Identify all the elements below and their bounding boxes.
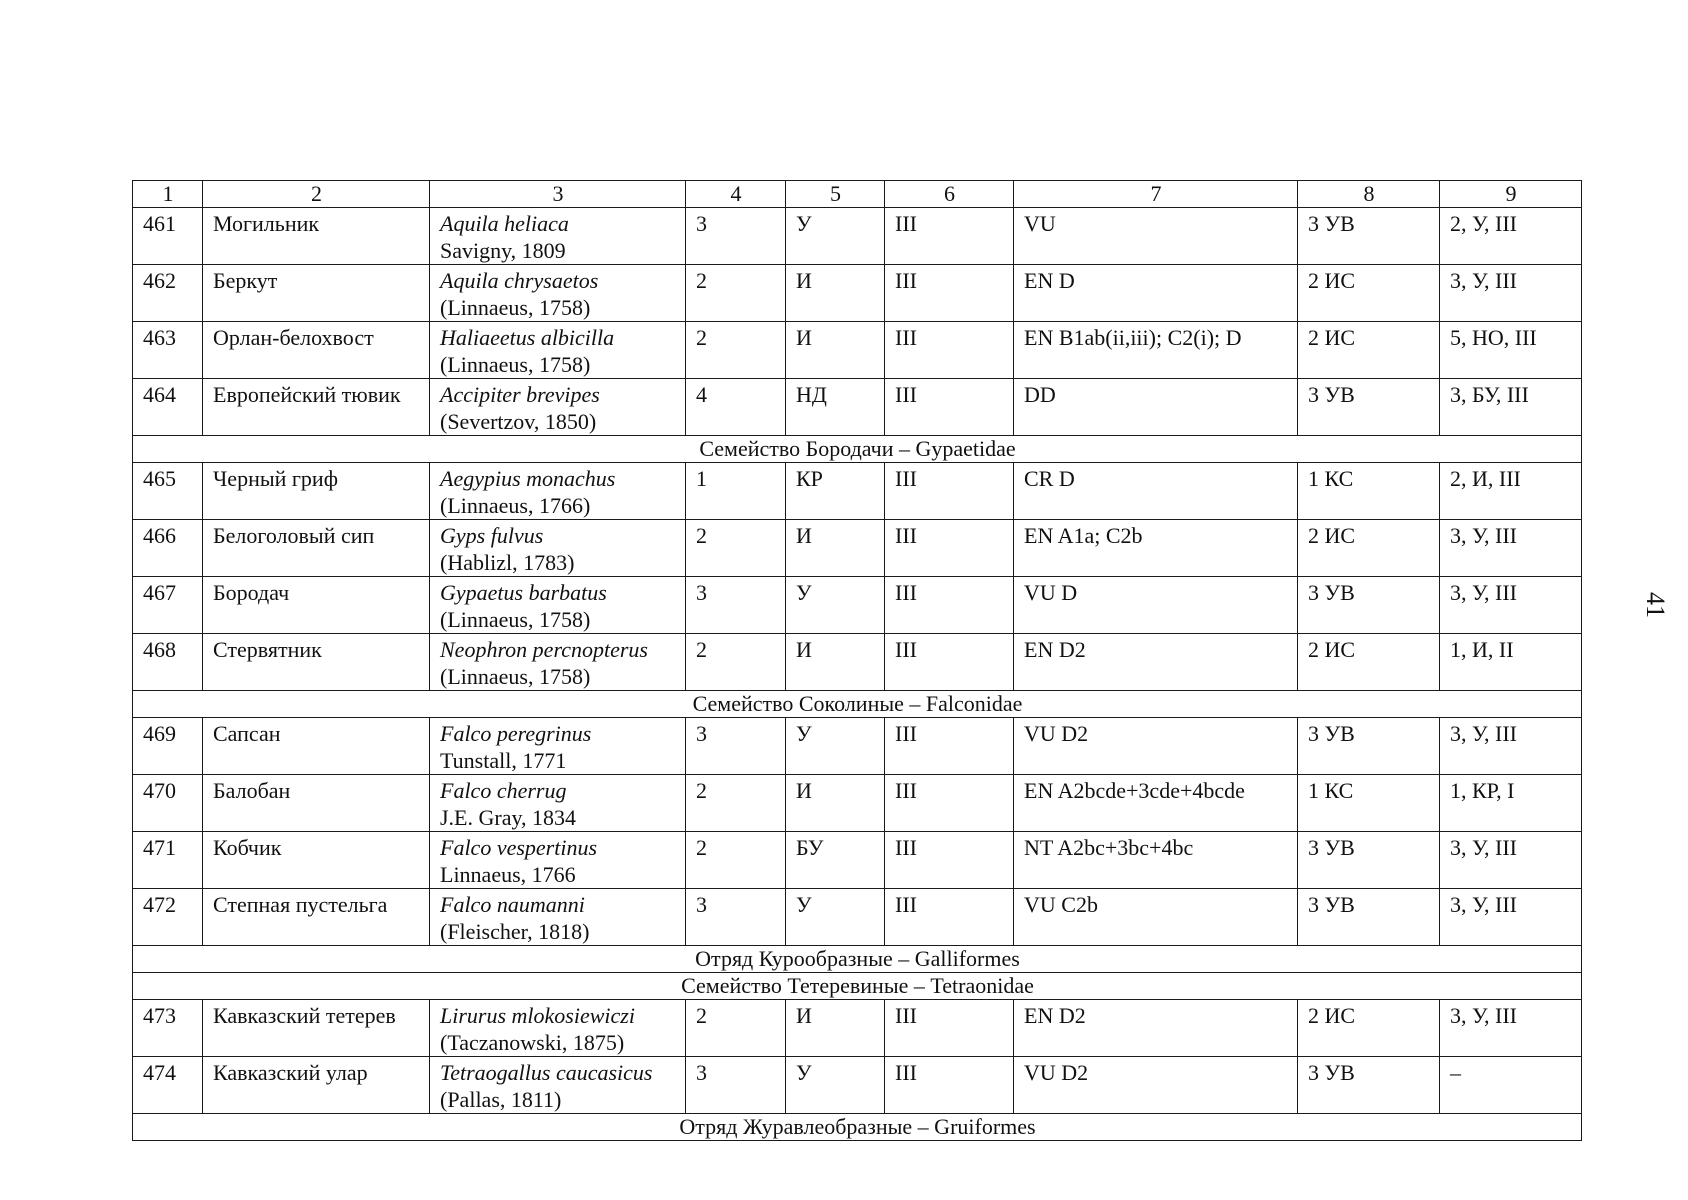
latin-name: Gypaetus barbatus: [440, 580, 607, 605]
page-number: 41: [1641, 592, 1670, 618]
section-title: Отряд Журавлеобразные – Gruiformes: [133, 1114, 1582, 1141]
priority-level: III: [885, 1057, 1014, 1114]
status-code: И: [786, 265, 885, 322]
scientific-name-cell: [430, 379, 686, 436]
table-row: [133, 322, 1582, 379]
scientific-name-cell: [430, 1000, 686, 1057]
latin-name: Falco peregrinus: [440, 721, 592, 746]
species-name: Сапсан: [203, 718, 430, 775]
species-number: 474: [133, 1057, 203, 1114]
latin-name: Gyps fulvus: [440, 523, 544, 548]
assessment-code: 1, КР, I: [1440, 775, 1582, 832]
section-header-row: [133, 1114, 1582, 1141]
iucn-criteria: EN A1a; C2b: [1014, 520, 1298, 577]
iucn-criteria: VU D2: [1014, 1057, 1298, 1114]
priority-level: III: [885, 718, 1014, 775]
priority-level: III: [885, 1000, 1014, 1057]
table-row: [133, 577, 1582, 634]
priority-level: III: [885, 208, 1014, 265]
section-title: Семейство Тетеревиные – Tetraonidae: [133, 973, 1582, 1000]
scientific-name-cell: [430, 889, 686, 946]
assessment-code: 3, У, III: [1440, 889, 1582, 946]
latin-name: Neophron percnopterus: [440, 637, 648, 662]
threat-status: 3 УВ: [1298, 718, 1440, 775]
latin-name: Aegypius monachus: [440, 466, 616, 491]
species-number: 461: [133, 208, 203, 265]
threat-status: 3 УВ: [1298, 889, 1440, 946]
category-code: 2: [686, 775, 786, 832]
taxon-author: (Hablizl, 1783): [440, 550, 575, 575]
table-row: [133, 889, 1582, 946]
table-row: [133, 463, 1582, 520]
table-row: [133, 634, 1582, 691]
priority-level: III: [885, 265, 1014, 322]
priority-level: III: [885, 322, 1014, 379]
category-code: 3: [686, 577, 786, 634]
status-code: И: [786, 322, 885, 379]
threat-status: 1 КС: [1298, 775, 1440, 832]
priority-level: III: [885, 463, 1014, 520]
species-name: Могильник: [203, 208, 430, 265]
species-name: Бородач: [203, 577, 430, 634]
species-number: 464: [133, 379, 203, 436]
status-code: НД: [786, 379, 885, 436]
column-number-row: [133, 181, 1582, 208]
table-row: [133, 1057, 1582, 1114]
species-number: 462: [133, 265, 203, 322]
category-code: 2: [686, 1000, 786, 1057]
priority-level: III: [885, 832, 1014, 889]
iucn-criteria: EN D: [1014, 265, 1298, 322]
section-header-row: [133, 691, 1582, 718]
status-code: БУ: [786, 832, 885, 889]
scientific-name-cell: [430, 322, 686, 379]
taxon-author: Tunstall, 1771: [440, 748, 567, 773]
latin-name: Tetraogallus caucasicus: [440, 1060, 653, 1085]
latin-name: Aquila chrysaetos: [440, 268, 599, 293]
status-code: У: [786, 889, 885, 946]
column-number: 3: [430, 181, 686, 208]
taxon-author: (Pallas, 1811): [440, 1087, 562, 1112]
category-code: 3: [686, 718, 786, 775]
table-body: [133, 181, 1582, 1141]
species-name: Черный гриф: [203, 463, 430, 520]
taxon-author: (Linnaeus, 1766): [440, 493, 591, 518]
latin-name: Falco vespertinus: [440, 835, 598, 860]
category-code: 3: [686, 1057, 786, 1114]
column-number: 9: [1440, 181, 1582, 208]
category-code: 1: [686, 463, 786, 520]
latin-name: Falco naumanni: [440, 892, 585, 917]
assessment-code: 3, У, III: [1440, 265, 1582, 322]
taxon-author: Linnaeus, 1766: [440, 862, 576, 887]
species-name: Балобан: [203, 775, 430, 832]
priority-level: III: [885, 634, 1014, 691]
priority-level: III: [885, 379, 1014, 436]
species-table: [132, 180, 1582, 1141]
assessment-code: 2, У, III: [1440, 208, 1582, 265]
category-code: 2: [686, 634, 786, 691]
threat-status: 2 ИС: [1298, 634, 1440, 691]
species-number: 472: [133, 889, 203, 946]
category-code: 4: [686, 379, 786, 436]
assessment-code: 2, И, III: [1440, 463, 1582, 520]
table-row: [133, 520, 1582, 577]
threat-status: 2 ИС: [1298, 520, 1440, 577]
assessment-code: –: [1440, 1057, 1582, 1114]
table-row: [133, 1000, 1582, 1057]
assessment-code: 3, У, III: [1440, 520, 1582, 577]
assessment-code: 3, У, III: [1440, 577, 1582, 634]
threat-status: 3 УВ: [1298, 832, 1440, 889]
species-number: 463: [133, 322, 203, 379]
species-name: Кобчик: [203, 832, 430, 889]
taxon-author: (Linnaeus, 1758): [440, 295, 591, 320]
category-code: 2: [686, 832, 786, 889]
column-number: 4: [686, 181, 786, 208]
category-code: 3: [686, 208, 786, 265]
column-number: 5: [786, 181, 885, 208]
species-number: 471: [133, 832, 203, 889]
status-code: И: [786, 1000, 885, 1057]
assessment-code: 3, У, III: [1440, 718, 1582, 775]
scientific-name-cell: [430, 463, 686, 520]
section-header-row: [133, 436, 1582, 463]
table-row: [133, 208, 1582, 265]
assessment-code: 1, И, II: [1440, 634, 1582, 691]
scientific-name-cell: [430, 577, 686, 634]
iucn-criteria: EN D2: [1014, 1000, 1298, 1057]
column-number: 2: [203, 181, 430, 208]
taxon-author: (Linnaeus, 1758): [440, 352, 591, 377]
species-number: 465: [133, 463, 203, 520]
latin-name: Accipiter brevipes: [440, 382, 600, 407]
species-name: Степная пустельга: [203, 889, 430, 946]
status-code: И: [786, 634, 885, 691]
taxon-author: J.E. Gray, 1834: [440, 805, 577, 830]
section-header-row: [133, 973, 1582, 1000]
threat-status: 3 УВ: [1298, 208, 1440, 265]
section-title: Семейство Бородачи – Gypaetidae: [133, 436, 1582, 463]
species-name: Европейский тювик: [203, 379, 430, 436]
species-name: Стервятник: [203, 634, 430, 691]
threat-status: 2 ИС: [1298, 322, 1440, 379]
assessment-code: 3, У, III: [1440, 832, 1582, 889]
category-code: 2: [686, 265, 786, 322]
status-code: И: [786, 520, 885, 577]
iucn-criteria: VU D: [1014, 577, 1298, 634]
column-number: 6: [885, 181, 1014, 208]
section-title: Отряд Курообразные – Galliformes: [133, 946, 1582, 973]
threat-status: 3 УВ: [1298, 1057, 1440, 1114]
table-row: [133, 718, 1582, 775]
priority-level: III: [885, 889, 1014, 946]
column-number: 7: [1014, 181, 1298, 208]
species-number: 467: [133, 577, 203, 634]
priority-level: III: [885, 775, 1014, 832]
category-code: 2: [686, 520, 786, 577]
column-number: 1: [133, 181, 203, 208]
iucn-criteria: EN D2: [1014, 634, 1298, 691]
status-code: И: [786, 775, 885, 832]
status-code: У: [786, 1057, 885, 1114]
status-code: КР: [786, 463, 885, 520]
scientific-name-cell: [430, 832, 686, 889]
species-number: 473: [133, 1000, 203, 1057]
status-code: У: [786, 577, 885, 634]
assessment-code: 3, БУ, III: [1440, 379, 1582, 436]
priority-level: III: [885, 520, 1014, 577]
iucn-criteria: CR D: [1014, 463, 1298, 520]
table-row: [133, 832, 1582, 889]
taxon-author: Savigny, 1809: [440, 238, 566, 263]
species-number: 468: [133, 634, 203, 691]
taxon-author: (Linnaeus, 1758): [440, 664, 591, 689]
scientific-name-cell: [430, 775, 686, 832]
species-number: 466: [133, 520, 203, 577]
latin-name: Falco cherrug: [440, 778, 567, 803]
species-number: 470: [133, 775, 203, 832]
taxon-author: (Linnaeus, 1758): [440, 607, 591, 632]
scientific-name-cell: [430, 718, 686, 775]
assessment-code: 3, У, III: [1440, 1000, 1582, 1057]
threat-status: 1 КС: [1298, 463, 1440, 520]
category-code: 2: [686, 322, 786, 379]
table-row: [133, 775, 1582, 832]
column-number: 8: [1298, 181, 1440, 208]
category-code: 3: [686, 889, 786, 946]
table-row: [133, 265, 1582, 322]
latin-name: Aquila heliaca: [440, 211, 569, 236]
latin-name: Lirurus mlokosiewiczi: [440, 1003, 635, 1028]
iucn-criteria: VU C2b: [1014, 889, 1298, 946]
iucn-criteria: VU D2: [1014, 718, 1298, 775]
threat-status: 2 ИС: [1298, 1000, 1440, 1057]
latin-name: Haliaeetus albicilla: [440, 325, 615, 350]
iucn-criteria: NT A2bc+3bc+4bc: [1014, 832, 1298, 889]
threat-status: 3 УВ: [1298, 379, 1440, 436]
species-name: Кавказский улар: [203, 1057, 430, 1114]
status-code: У: [786, 718, 885, 775]
scientific-name-cell: [430, 265, 686, 322]
table-row: [133, 379, 1582, 436]
species-name: Орлан-белохвост: [203, 322, 430, 379]
scientific-name-cell: [430, 520, 686, 577]
priority-level: III: [885, 577, 1014, 634]
section-header-row: [133, 946, 1582, 973]
taxon-author: (Severtzov, 1850): [440, 409, 597, 434]
taxon-author: (Fleischer, 1818): [440, 919, 590, 944]
species-name: Белоголовый сип: [203, 520, 430, 577]
iucn-criteria: EN A2bcde+3cde+4bcde: [1014, 775, 1298, 832]
status-code: У: [786, 208, 885, 265]
species-number: 469: [133, 718, 203, 775]
iucn-criteria: DD: [1014, 379, 1298, 436]
scientific-name-cell: [430, 634, 686, 691]
threat-status: 2 ИС: [1298, 265, 1440, 322]
iucn-criteria: EN B1ab(ii,iii); C2(i); D: [1014, 322, 1298, 379]
assessment-code: 5, НО, III: [1440, 322, 1582, 379]
threat-status: 3 УВ: [1298, 577, 1440, 634]
species-name: Беркут: [203, 265, 430, 322]
species-name: Кавказский тетерев: [203, 1000, 430, 1057]
scientific-name-cell: [430, 208, 686, 265]
iucn-criteria: VU: [1014, 208, 1298, 265]
scientific-name-cell: [430, 1057, 686, 1114]
section-title: Семейство Соколиные – Falconidae: [133, 691, 1582, 718]
taxon-author: (Taczanowski, 1875): [440, 1030, 625, 1055]
